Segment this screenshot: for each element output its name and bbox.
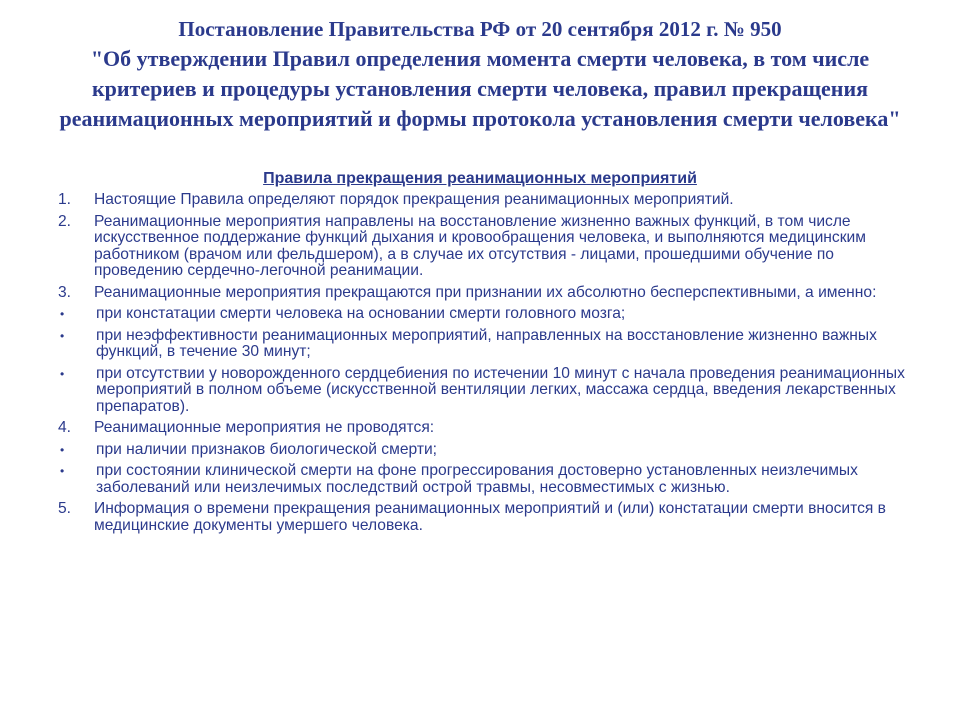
item-text: при отсутствии у новорожденного сердцебиения по истечении 10 минут с начала проведения реанимационных мероприятий в полном объеме (искусственной вентиляции легких, массажа сердца, введения лекарственных препаратов). <box>96 364 905 415</box>
item-number: 2. <box>58 212 72 230</box>
item-text: при наличии признаков биологической смерти; <box>96 440 438 458</box>
item-number: 3. <box>58 283 72 301</box>
item-text: при состоянии клинической смерти на фоне прогрессирования достоверно установленных неизлечимых заболеваний или неизлечимых последствий острой травмы, несовместимых с жизнью. <box>96 462 858 496</box>
rules-list <box>58 192 908 539</box>
bullet-icon: • <box>60 464 65 478</box>
bullet-icon: • <box>60 366 65 381</box>
bullet-icon: • <box>60 307 65 321</box>
item-text: Настоящие Правила определяют порядок прекращения реанимационных мероприятий. <box>94 191 734 208</box>
title-line-2: "Об утверждении Правил определения момента смерти человека, в том числе <box>90 46 870 71</box>
item-text: при констатации смерти человека на основании смерти головного мозга; <box>96 305 626 322</box>
document-title <box>0 14 960 134</box>
item-number: 4. <box>58 419 72 436</box>
bullet-icon: • <box>60 442 65 457</box>
list-item <box>58 214 908 280</box>
item-text: при неэффективности реанимационных мероприятий, направленных на восстановление жизненно важных функций, в течение 30 минут; <box>96 326 877 360</box>
item-text: Реанимационные мероприятия не проводятся: <box>94 419 435 436</box>
list-item <box>58 192 908 209</box>
list-item <box>58 285 908 302</box>
title-line-3: критериев и процедуры установления смерти человека, правил прекращения <box>91 76 869 101</box>
item-number: 1. <box>58 191 72 208</box>
item-text: Информация о времени прекращения реанимационных мероприятий и (или) констатации смерти вносится в медицинские документы умершего человека. <box>94 500 886 534</box>
item-text: Реанимационные мероприятия направлены на восстановление жизненно важных функций, в том числе искусственное поддержание функций дыхания и кровообращения человека, и выполняются медицинским работником (врачом или фельдшером), а в случае их отсутствия - лицами, прошедшими обучение по проведению сердечно-легочной реанимации. <box>94 212 866 279</box>
bullet-icon: • <box>60 328 65 343</box>
item-text: Реанимационные мероприятия прекращаются при признании их абсолютно бесперспективными, а именно: <box>94 283 877 301</box>
list-item <box>58 420 908 437</box>
list-item <box>58 366 908 416</box>
list-item <box>58 501 908 534</box>
list-item <box>58 463 908 496</box>
list-item <box>58 328 908 361</box>
list-item <box>58 306 908 323</box>
section-subtitle: Правила прекращения реанимационных мероприятий <box>263 170 697 187</box>
list-item <box>58 442 908 459</box>
title-line-4: реанимационных мероприятий и формы протокола установления смерти человека" <box>59 106 901 131</box>
item-number: 5. <box>58 500 72 517</box>
title-line-1: Постановление Правительства РФ от 20 сентября 2012 г. № 950 <box>178 17 782 41</box>
